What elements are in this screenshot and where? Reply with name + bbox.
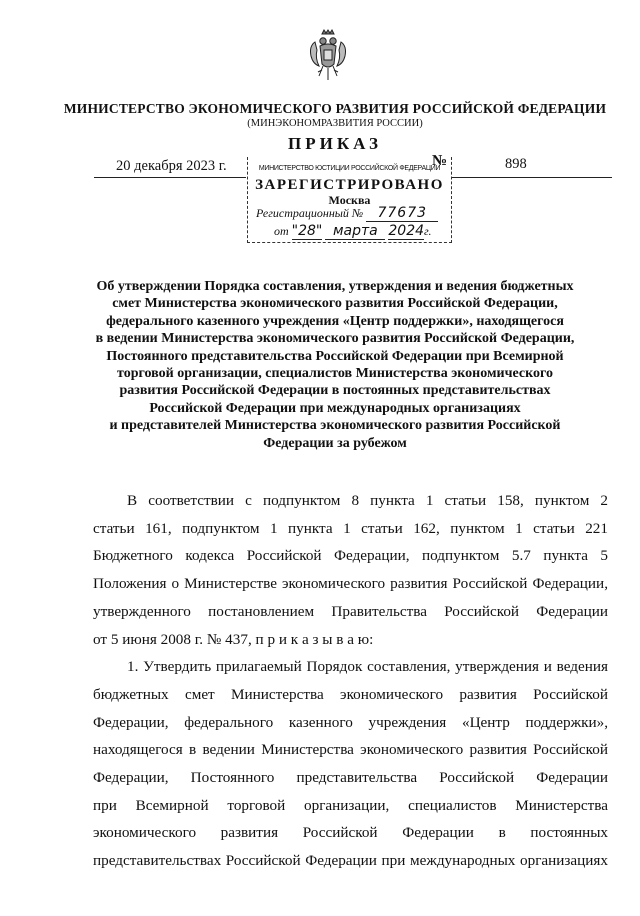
stamp-reg-label: Регистрационный № <box>256 206 364 220</box>
item-line: Федерации, федерального казенного учреждения «Центр поддержки», <box>93 713 608 731</box>
preamble-line: Бюджетного кодекса Российской Федерации, подпунктом 5.7 пункта 5 <box>93 547 608 565</box>
ministry-short-name: (МИНЭКОНОМРАЗВИТИЯ РОССИИ) <box>247 118 423 129</box>
title-line: Федерации за рубежом <box>263 435 407 451</box>
stamp-status: ЗАРЕГИСТРИРОВАНО <box>255 177 444 193</box>
item-line: экономического развития Российской Федерации в постоянных <box>93 824 608 842</box>
number-underline <box>452 177 612 178</box>
stamp-date-line <box>274 223 432 240</box>
item-1-paragraph <box>93 653 608 875</box>
stamp-ministry: МИНИСТЕРСТВО ЮСТИЦИИ РОССИЙСКОЙ ФЕДЕРАЦИИ <box>258 165 441 172</box>
item-line: Федерации, Постоянного представительства Российской Федерации <box>93 769 608 787</box>
document-type-title: ПРИКАЗ <box>288 134 382 153</box>
number-sign: № <box>432 153 448 169</box>
item-line: находящегося в ведении Министерства экономического развития Российской <box>93 741 608 759</box>
registration-stamp <box>247 157 452 243</box>
stamp-city: Москва <box>328 193 371 207</box>
preamble-line: утвержденного постановлением Правительства Российской Федерации <box>93 602 608 620</box>
russian-coat-of-arms-emblem <box>307 28 349 84</box>
title-line: смет Министерства экономического развития Российской Федерации, <box>112 296 558 312</box>
order-number: 898 <box>505 156 527 172</box>
item-line: при Всемирной торговой организации, специалистов Министерства <box>93 796 608 814</box>
document-body <box>93 487 608 875</box>
title-line: Об утверждении Порядка составления, утверждения и ведения бюджетных <box>96 279 574 294</box>
title-line: развития Российской Федерации в постоянных представительствах <box>119 383 551 399</box>
item-line: 1. Утвердить прилагаемый Порядок составления, утверждения и ведения <box>127 658 608 676</box>
stamp-date-prefix: от <box>274 224 289 238</box>
item-line: представительствах Российской Федерации при международных организациях <box>93 852 608 870</box>
title-line: и представителей Министерства экономического развития Российской <box>109 418 561 434</box>
preamble-line: от 5 июня 2008 г. № 437, п р и к а з ы в а ю: <box>93 630 374 648</box>
document-title <box>60 278 610 452</box>
date-underline <box>94 177 246 178</box>
order-date: 20 декабря 2023 г. <box>116 158 227 174</box>
stamp-registration-line <box>256 205 438 222</box>
stamp-date-year: 2024 <box>388 223 425 239</box>
stamp-date-suffix: г. <box>424 224 432 238</box>
stamp-date-month: марта <box>325 223 385 240</box>
title-line: Российской Федерации при международных организациях <box>149 400 521 416</box>
title-line: торговой организации, специалистов Министерства экономического <box>117 366 553 382</box>
title-line: Постоянного представительства Российской Федерации при Всемирной <box>106 348 564 364</box>
preamble-line: Положения о Министерстве экономического развития Российской Федерации, <box>93 575 608 593</box>
preamble-line: В соответствии с подпунктом 8 пункта 1 статьи 158, пунктом 2 <box>127 492 608 509</box>
ministry-name: МИНИСТЕРСТВО ЭКОНОМИЧЕСКОГО РАЗВИТИЯ РОССИЙСКОЙ ФЕДЕРАЦИИ <box>63 101 607 116</box>
preamble-line: статьи 161, подпунктом 1 пункта 1 статьи 162, пунктом 1 статьи 221 <box>93 519 608 537</box>
title-line: федерального казенного учреждения «Центр поддержки», находящегося <box>106 313 564 329</box>
stamp-date-day: "28" <box>291 223 323 239</box>
title-line: в ведении Министерства экономического развития Российской Федерации, <box>95 331 575 347</box>
item-line: бюджетных смет Министерства экономического развития Российской <box>93 685 608 703</box>
preamble-paragraph <box>93 487 608 653</box>
stamp-reg-number: 77673 <box>366 205 438 222</box>
